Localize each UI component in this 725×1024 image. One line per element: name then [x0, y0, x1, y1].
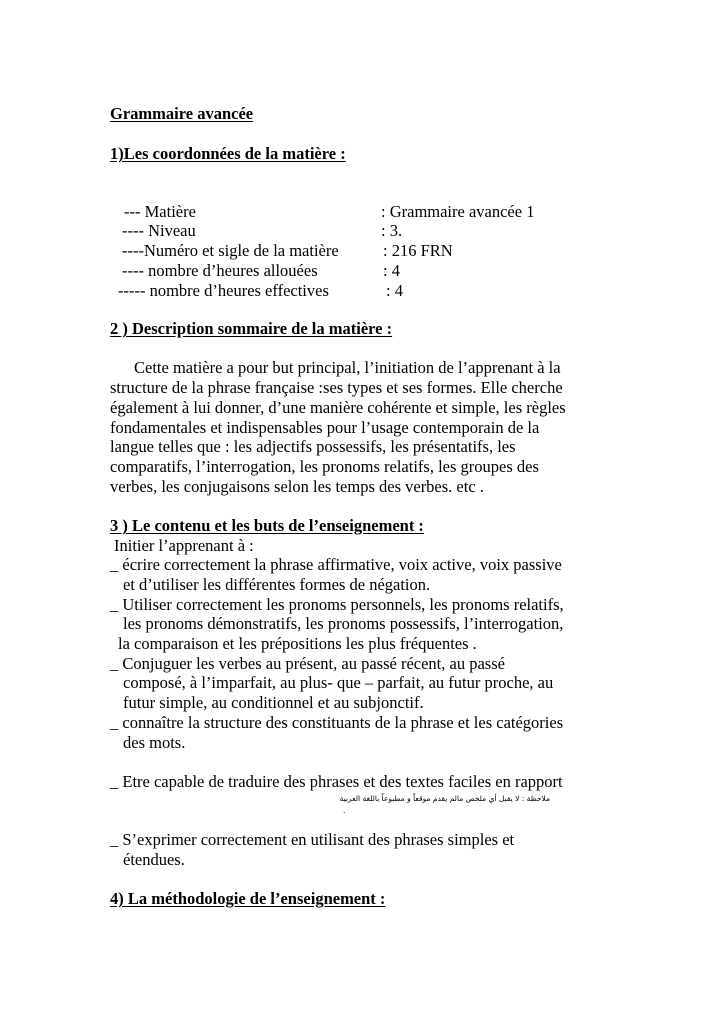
section-2-heading: 2 ) Description sommaire de la matière : [110, 319, 393, 338]
coordinate-label-matiere: --- Matière [124, 202, 196, 221]
coordinate-label-heures-effectives: ----- nombre d’heures effectives [118, 281, 329, 300]
list-item: _ écrire correctement la phrase affirmative, voix active, voix passive [110, 555, 562, 574]
list-item: _ Etre capable de traduire des phrases et des textes faciles en rapport [110, 772, 563, 791]
coordinate-label-numero: ----Numéro et sigle de la matière [122, 241, 339, 260]
list-item: _ Utiliser correctement les pronoms personnels, les pronoms relatifs, [110, 595, 564, 614]
list-item-continuation: les pronoms démonstratifs, les pronoms possessifs, l’interrogation, [123, 614, 564, 633]
arabic-note: ملاحظة : لا يقبل أي ملخص مالم يقدم موقعاً و مطبوعاً باللغة العربية [339, 794, 550, 803]
section-1-heading: 1)Les coordonnées de la matière : [110, 144, 346, 163]
list-item-continuation: et d’utiliser les différentes formes de négation. [123, 575, 431, 594]
coordinate-value-niveau: : 3. [381, 221, 403, 240]
paragraph-line: fondamentales et indispensables pour l’usage contemporain de la [110, 418, 540, 437]
section-3-heading: 3 ) Le contenu et les buts de l’enseignement : [110, 516, 424, 535]
list-item-continuation: futur simple, au conditionnel et au subjonctif. [123, 693, 424, 712]
paragraph-line: structure de la phrase française :ses types et ses formes. Elle cherche [110, 378, 563, 397]
section-4-heading: 4) La méthodologie de l’enseignement : [110, 889, 386, 908]
list-item: _ Conjuguer les verbes au présent, au passé récent, au passé [110, 654, 505, 673]
page-title: Grammaire avancée [110, 104, 254, 123]
coordinate-value-matiere: : Grammaire avancée 1 [381, 202, 535, 221]
coordinate-label-niveau: ---- Niveau [122, 221, 196, 240]
list-item-continuation: des mots. [123, 733, 186, 752]
list-item-continuation: la comparaison et les prépositions les plus fréquentes . [118, 634, 477, 653]
coordinate-label-heures-allouees: ---- nombre d’heures allouées [122, 261, 318, 280]
list-item: _ connaître la structure des constituants de la phrase et les catégories [110, 713, 564, 732]
coordinate-value-heures-allouees: : 4 [383, 261, 400, 280]
paragraph-line: comparatifs, l’interrogation, les pronoms relatifs, les groupes des [110, 457, 539, 476]
coordinate-value-numero: : 216 FRN [383, 241, 453, 260]
list-item: _ S’exprimer correctement en utilisant des phrases simples et [110, 830, 515, 849]
paragraph-line: Cette matière a pour but principal, l’initiation de l’apprenant à la [134, 358, 561, 377]
list-item-continuation: étendues. [123, 850, 185, 869]
coordinate-value-heures-effectives: : 4 [386, 281, 403, 300]
arabic-note-period: . [343, 806, 346, 815]
paragraph-line: verbes, les conjugaisons selon les temps des verbes. etc . [110, 477, 484, 496]
paragraph-line: langue telles que : les adjectifs possessifs, les présentatifs, les [110, 437, 516, 456]
paragraph-line: également à lui donner, d’une manière cohérente et simple, les règles [110, 398, 566, 417]
objectives-intro: Initier l’apprenant à : [114, 536, 254, 555]
list-item-continuation: composé, à l’imparfait, au plus- que – parfait, au futur proche, au [123, 673, 554, 692]
